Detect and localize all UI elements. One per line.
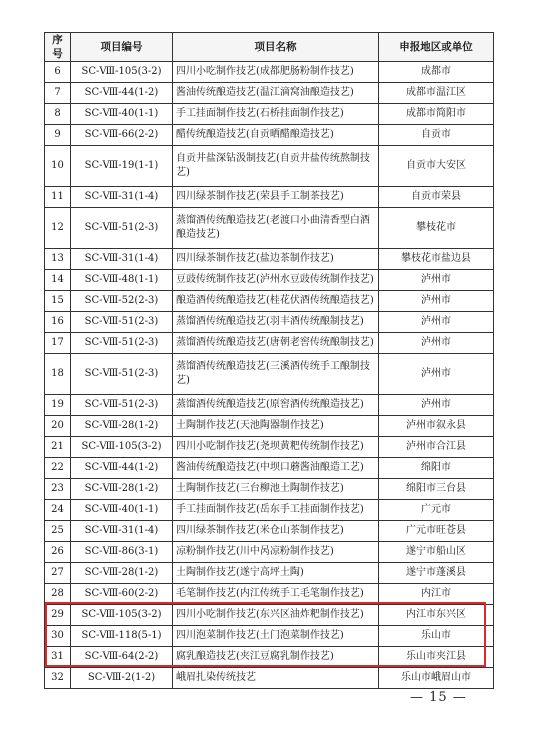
- cell-index: 19: [45, 395, 71, 416]
- cell-region: 绵阳市三台县: [379, 479, 494, 500]
- cell-region: 遂宁市蓬溪县: [379, 563, 494, 584]
- table-row: [45, 668, 494, 689]
- header-project-name: 项目名称: [173, 33, 379, 62]
- cell-project-name: 四川小吃制作技艺(尧坝黄粑传统制作技艺): [173, 437, 379, 458]
- table-row: [45, 416, 494, 437]
- header-index: 序号: [45, 33, 71, 62]
- cell-project-name: 四川泡菜制作技艺(土门泡菜制作技艺): [173, 626, 379, 647]
- cell-index: 31: [45, 647, 71, 668]
- page-number: — 15 —: [410, 690, 467, 705]
- cell-project-code: SC-Ⅷ-48(1-1): [71, 270, 173, 291]
- heritage-projects-table: [44, 32, 494, 689]
- cell-region: 泸州市合江县: [379, 437, 494, 458]
- cell-project-name: 四川绿茶制作技艺(盐边茶制作技艺): [173, 249, 379, 270]
- cell-index: 16: [45, 312, 71, 333]
- cell-project-name: 蒸馏酒传统酿造技艺(原窖酒传统酿造技艺): [173, 395, 379, 416]
- table-row: [45, 542, 494, 563]
- cell-index: 28: [45, 584, 71, 605]
- cell-index: 9: [45, 125, 71, 146]
- cell-project-code: SC-Ⅷ-60(2-2): [71, 584, 173, 605]
- cell-region: 泸州市: [379, 395, 494, 416]
- table-row: [45, 249, 494, 270]
- cell-index: 8: [45, 104, 71, 125]
- cell-index: 26: [45, 542, 71, 563]
- table-row: [45, 146, 494, 187]
- cell-project-code: SC-Ⅷ-52(2-3): [71, 291, 173, 312]
- table-header-row: [45, 33, 494, 62]
- cell-project-code: SC-Ⅷ-51(2-3): [71, 354, 173, 395]
- cell-project-code: SC-Ⅷ-64(2-2): [71, 647, 173, 668]
- document-table-container: [44, 32, 493, 689]
- table-row: [45, 626, 494, 647]
- cell-project-code: SC-Ⅷ-44(1-2): [71, 458, 173, 479]
- cell-project-name: 四川小吃制作技艺(东兴区油炸粑制作技艺): [173, 605, 379, 626]
- cell-region: 成都市: [379, 62, 494, 83]
- cell-index: 30: [45, 626, 71, 647]
- cell-region: 广元市旺苍县: [379, 521, 494, 542]
- cell-project-name: 酿造酒传统酿造技艺(桂花伏酒传统酿造技艺): [173, 291, 379, 312]
- cell-index: 15: [45, 291, 71, 312]
- cell-project-name: 峨眉扎染传统技艺: [173, 668, 379, 689]
- cell-index: 6: [45, 62, 71, 83]
- cell-region: 泸州市: [379, 312, 494, 333]
- cell-project-name: 毛笔制作技艺(内江传统手工毛笔制作技艺): [173, 584, 379, 605]
- cell-project-code: SC-Ⅷ-51(2-3): [71, 312, 173, 333]
- cell-index: 27: [45, 563, 71, 584]
- table-row: [45, 62, 494, 83]
- cell-project-name: 醋传统酿造技艺(自贡晒醋酿造技艺): [173, 125, 379, 146]
- table-row: [45, 208, 494, 249]
- cell-project-name: 土陶制作技艺(天池陶器制作技艺): [173, 416, 379, 437]
- cell-project-name: 四川小吃制作技艺(成都肥肠粉制作技艺): [173, 62, 379, 83]
- cell-project-code: SC-Ⅷ-86(3-1): [71, 542, 173, 563]
- cell-index: 23: [45, 479, 71, 500]
- cell-project-code: SC-Ⅷ-31(1-4): [71, 521, 173, 542]
- cell-region: 泸州市: [379, 333, 494, 354]
- cell-index: 7: [45, 83, 71, 104]
- cell-project-code: SC-Ⅷ-31(1-4): [71, 249, 173, 270]
- cell-project-name: 蒸馏酒传统酿造技艺(唐朝老窖传统酿制技艺): [173, 333, 379, 354]
- cell-region: 自贡市: [379, 125, 494, 146]
- cell-project-code: SC-Ⅷ-51(2-3): [71, 208, 173, 249]
- cell-project-code: SC-Ⅷ-40(1-1): [71, 500, 173, 521]
- table-row: [45, 291, 494, 312]
- cell-project-code: SC-Ⅷ-28(1-2): [71, 479, 173, 500]
- cell-index: 25: [45, 521, 71, 542]
- cell-project-code: SC-Ⅷ-40(1-1): [71, 104, 173, 125]
- cell-project-name: 蒸馏酒传统酿造技艺(羽丰酒传统酿制技艺): [173, 312, 379, 333]
- cell-project-name: 土陶制作技艺(三台柳池土陶制作技艺): [173, 479, 379, 500]
- table-row: [45, 125, 494, 146]
- cell-project-code: SC-Ⅷ-118(5-1): [71, 626, 173, 647]
- cell-index: 12: [45, 208, 71, 249]
- cell-project-name: 凉粉制作技艺(川中呙凉粉制作技艺): [173, 542, 379, 563]
- table-row: [45, 187, 494, 208]
- table-row: [45, 521, 494, 542]
- cell-index: 13: [45, 249, 71, 270]
- cell-index: 18: [45, 354, 71, 395]
- table-row: [45, 270, 494, 291]
- table-body: [45, 62, 494, 689]
- cell-region: 绵阳市: [379, 458, 494, 479]
- table-row: [45, 437, 494, 458]
- cell-project-name: 四川绿茶制作技艺(米仓山茶制作技艺): [173, 521, 379, 542]
- table-row: [45, 395, 494, 416]
- cell-project-name: 自贡井盐深钻汲制技艺(自贡井盐传统熬制技艺): [173, 146, 379, 187]
- cell-index: 14: [45, 270, 71, 291]
- cell-project-code: SC-Ⅷ-105(3-2): [71, 62, 173, 83]
- cell-region: 乐山市峨眉山市: [379, 668, 494, 689]
- cell-region: 攀枝花市: [379, 208, 494, 249]
- cell-project-name: 手工挂面制作技艺(石桥挂面制作技艺): [173, 104, 379, 125]
- cell-project-code: SC-Ⅷ-31(1-4): [71, 187, 173, 208]
- cell-project-code: SC-Ⅷ-51(2-3): [71, 395, 173, 416]
- cell-index: 10: [45, 146, 71, 187]
- header-project-code: 项目编号: [71, 33, 173, 62]
- cell-project-name: 蒸馏酒传统酿造技艺(三溪酒传统手工酿制技艺): [173, 354, 379, 395]
- cell-region: 内江市东兴区: [379, 605, 494, 626]
- cell-region: 自贡市大安区: [379, 146, 494, 187]
- cell-project-code: SC-Ⅷ-66(2-2): [71, 125, 173, 146]
- cell-index: 11: [45, 187, 71, 208]
- cell-project-code: SC-Ⅷ-51(2-3): [71, 333, 173, 354]
- cell-project-code: SC-Ⅷ-105(3-2): [71, 437, 173, 458]
- table-row: [45, 104, 494, 125]
- cell-region: 内江市: [379, 584, 494, 605]
- table-row: [45, 333, 494, 354]
- table-row: [45, 458, 494, 479]
- cell-region: 攀枝花市盐边县: [379, 249, 494, 270]
- table-row: [45, 354, 494, 395]
- cell-region: 泸州市: [379, 354, 494, 395]
- cell-region: 乐山市夹江县: [379, 647, 494, 668]
- cell-project-name: 豆豉传统制作技艺(泸州水豆豉传统制作技艺): [173, 270, 379, 291]
- cell-index: 24: [45, 500, 71, 521]
- cell-project-code: SC-Ⅷ-44(1-2): [71, 83, 173, 104]
- cell-region: 乐山市: [379, 626, 494, 647]
- cell-region: 遂宁市船山区: [379, 542, 494, 563]
- cell-project-name: 酱油传统酿造技艺(中坝口蘑酱油酿造工艺): [173, 458, 379, 479]
- cell-project-code: SC-Ⅷ-28(1-2): [71, 416, 173, 437]
- table-row: [45, 479, 494, 500]
- cell-index: 20: [45, 416, 71, 437]
- cell-project-name: 手工挂面制作技艺(岳东手工挂面制作技艺): [173, 500, 379, 521]
- table-row: [45, 312, 494, 333]
- cell-project-name: 蒸馏酒传统酿造技艺(老渡口小曲清香型白酒酿造技艺): [173, 208, 379, 249]
- table-row: [45, 83, 494, 104]
- cell-project-code: SC-Ⅷ-2(1-2): [71, 668, 173, 689]
- cell-index: 17: [45, 333, 71, 354]
- cell-project-name: 土陶制作技艺(遂宁高坪土陶): [173, 563, 379, 584]
- cell-region: 广元市: [379, 500, 494, 521]
- cell-project-code: SC-Ⅷ-105(3-2): [71, 605, 173, 626]
- cell-index: 29: [45, 605, 71, 626]
- cell-index: 21: [45, 437, 71, 458]
- cell-region: 成都市温江区: [379, 83, 494, 104]
- cell-project-name: 四川绿茶制作技艺(荣县手工制茶技艺): [173, 187, 379, 208]
- cell-project-name: 腐乳酿造技艺(夹江豆腐乳制作技艺): [173, 647, 379, 668]
- cell-region: 泸州市: [379, 291, 494, 312]
- cell-index: 22: [45, 458, 71, 479]
- cell-region: 泸州市叙永县: [379, 416, 494, 437]
- cell-project-name: 酱油传统酿造技艺(温江滴窝油酿造技艺): [173, 83, 379, 104]
- cell-index: 32: [45, 668, 71, 689]
- table-row: [45, 563, 494, 584]
- cell-project-code: SC-Ⅷ-28(1-2): [71, 563, 173, 584]
- table-row: [45, 647, 494, 668]
- table-row: [45, 605, 494, 626]
- cell-region: 成都市简阳市: [379, 104, 494, 125]
- table-row: [45, 500, 494, 521]
- table-row: [45, 584, 494, 605]
- cell-region: 自贡市荣县: [379, 187, 494, 208]
- cell-project-code: SC-Ⅷ-19(1-1): [71, 146, 173, 187]
- header-region: 申报地区或单位: [379, 33, 494, 62]
- cell-region: 泸州市: [379, 270, 494, 291]
